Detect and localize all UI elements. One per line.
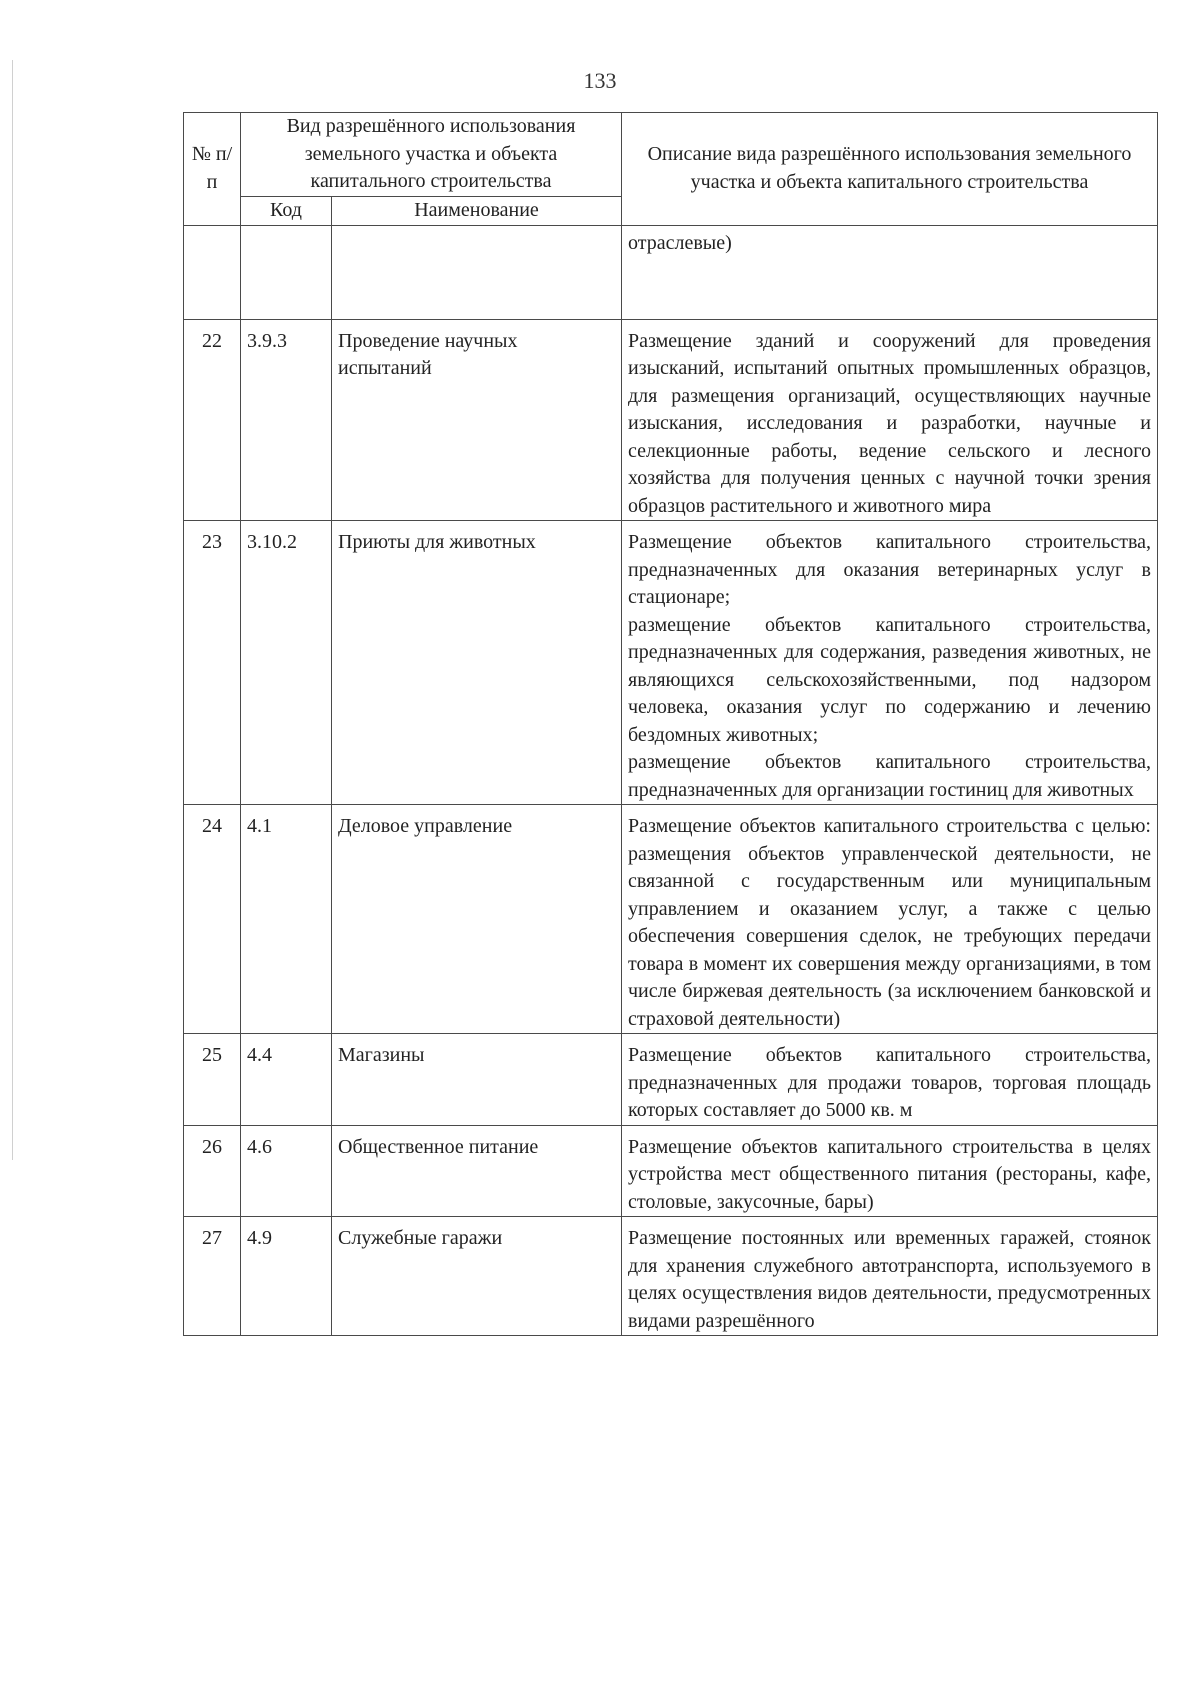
continuation-row [184, 225, 1158, 319]
row-description [622, 805, 1158, 1034]
header-name: Наименование [332, 196, 622, 225]
row-description [622, 1217, 1158, 1336]
row-number: 26 [184, 1125, 241, 1217]
row-code: 3.9.3 [241, 319, 332, 521]
continuation-description: отраслевые) [622, 225, 1158, 319]
scan-margin-line [12, 60, 13, 1160]
description-paragraph: размещение объектов капитального строительства, предназначенных для содержания, разведения животных, не являющихся сельскохозяйственными, под надзором человека, оказания услуг по содержанию и лечению бездомных животных; [628, 613, 1151, 746]
table-row [184, 319, 1158, 521]
land-use-table [183, 112, 1158, 1336]
header-description: Описание вида разрешённого использования земельного участка и объекта капитального строительства [622, 113, 1158, 226]
row-code: 4.6 [241, 1125, 332, 1217]
row-name: Проведение научных испытаний [332, 319, 622, 521]
description-paragraph: Размещение объектов капитального строительства с целью: размещения объектов управленческой деятельности, не связанной с государственным или муниципальным управлением и оказанием услуг, а также с целью обеспечения совершения сделок, не требующих передачи товара в момент их совершения между организациями, в том числе биржевая деятельность (за исключением банковской и страховой деятельности) [628, 815, 1151, 1030]
description-paragraph: Размещение объектов капитального строительства, предназначенных для продажи товаров, торговая площадь которых составляет до 5000 кв. м [628, 1044, 1151, 1121]
row-code: 4.4 [241, 1034, 332, 1126]
description-paragraph: размещение объектов капитального строительства, предназначенных для организации гостиниц для животных [628, 751, 1151, 801]
description-paragraph: Размещение зданий и сооружений для проведения изысканий, испытаний опытных промышленных образцов, для размещения организаций, осуществляющих научные изыскания, исследования и разработки, научные и селекционные работы, ведение сельского и лесного хозяйства для получения ценных с научной точки зрения образцов растительного и животного мира [628, 329, 1151, 517]
row-number: 25 [184, 1034, 241, 1126]
header-code: Код [241, 196, 332, 225]
row-code: 3.10.2 [241, 521, 332, 805]
continuation-name-cell [332, 225, 622, 319]
row-description [622, 1034, 1158, 1126]
row-name: Служебные гаражи [332, 1217, 622, 1336]
row-name: Приюты для животных [332, 521, 622, 805]
header-number: № п/п [184, 113, 241, 226]
row-code: 4.9 [241, 1217, 332, 1336]
description-paragraph: Размещение объектов капитального строительства, предназначенных для оказания ветеринарных услуг в стационаре; [628, 531, 1151, 608]
table-row [184, 521, 1158, 805]
header-use-type: Вид разрешённого использования земельного участка и объекта капитального строительства [241, 113, 622, 197]
row-description [622, 521, 1158, 805]
row-number: 22 [184, 319, 241, 521]
row-number: 24 [184, 805, 241, 1034]
row-number: 23 [184, 521, 241, 805]
continuation-code-cell [241, 225, 332, 319]
table-row [184, 1034, 1158, 1126]
row-number: 27 [184, 1217, 241, 1336]
table-row [184, 1125, 1158, 1217]
table-row [184, 1217, 1158, 1336]
row-description [622, 319, 1158, 521]
page-number: 133 [583, 68, 617, 93]
description-paragraph: Размещение объектов капитального строительства в целях устройства мест общественного питания (рестораны, кафе, столовые, закусочные, бары) [628, 1135, 1151, 1213]
row-code: 4.1 [241, 805, 332, 1034]
table-row [184, 805, 1158, 1034]
row-description [622, 1125, 1158, 1217]
continuation-number-cell [184, 225, 241, 319]
row-name: Магазины [332, 1034, 622, 1126]
table-header-row [184, 113, 1158, 197]
row-name: Общественное питание [332, 1125, 622, 1217]
description-paragraph: Размещение постоянных или временных гаражей, стоянок для хранения служебного автотранспорта, используемого в целях осуществления видов деятельности, предусмотренных видами разрешённого [628, 1227, 1151, 1332]
row-name: Деловое управление [332, 805, 622, 1034]
